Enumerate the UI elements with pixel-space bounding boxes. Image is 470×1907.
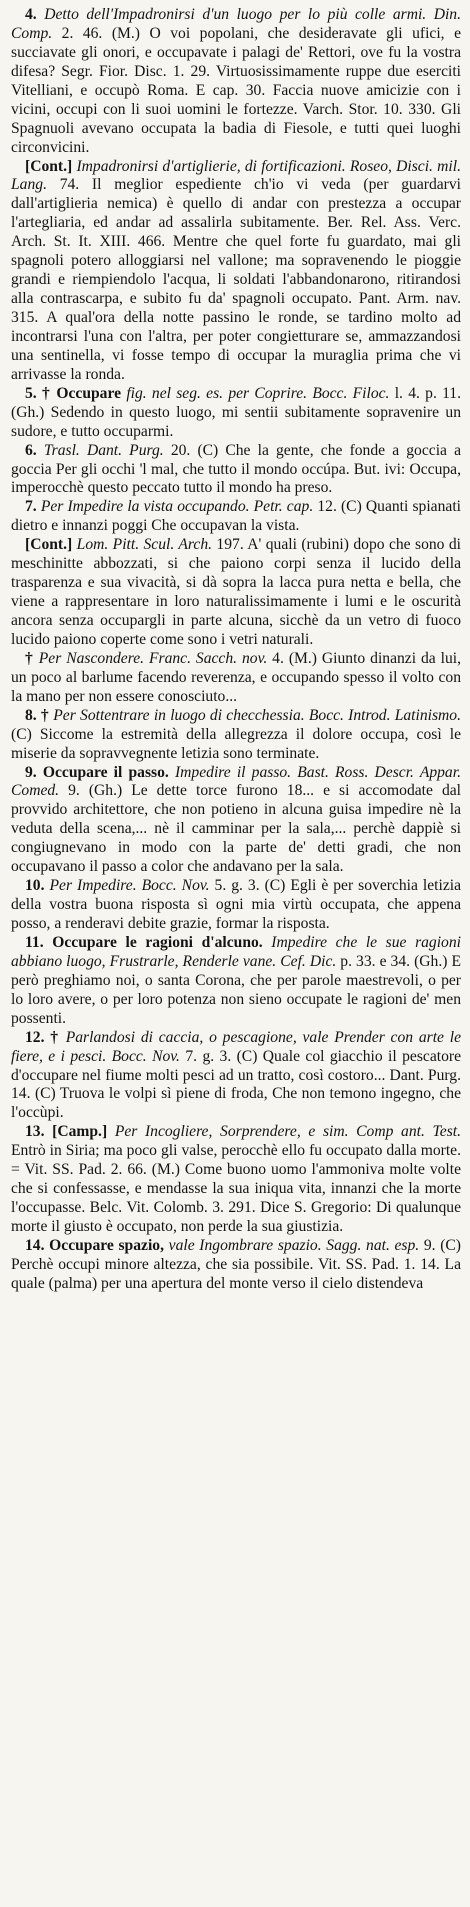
entry-definition: Per Nascondere. Franc. Sacch. nov.: [38, 649, 268, 667]
entry-definition: Per Incogliere, Sorprendere, e sim. Comp ant. Test.: [114, 1123, 461, 1141]
dictionary-entry: [11, 650, 461, 707]
entry-definition: Per Sottentrare in luogo di checchessia. Bocc. Introd. Latinismo.: [53, 706, 461, 724]
entry-citation: 197. A' quali (rubini) dopo che sono di meschinitte abbozzati, si che paiono corpi senza il lucido della trasparenza e sua vivacità, si dà sopra la lacca pura netta e bella, che viene a rappresentare in loro naturalissimamente i lumi e le oscurità ancora senza occupargli in parte alcuna, sicchè da un vetro di fuoco lucido paiono coperte come sono i vetri naturali.: [11, 536, 462, 648]
entry-number: 4.: [25, 6, 37, 23]
entry-number: 12. †: [25, 1028, 60, 1046]
dictionary-entry: [11, 1237, 461, 1294]
entry-number: 5. † Occupare: [25, 384, 122, 402]
entry-definition: Impadronirsi d'artiglierie, di fortificazioni. Roseo, Disci. mil. Lang.: [11, 157, 461, 194]
entry-definition: fig. nel seg. es. per Coprire. Bocc. Filoc.: [126, 384, 390, 402]
entry-citation: l. 4. p. 11. (Gh.) Sedendo in questo luogo, mi sentii subitamente sopravenire un sudore, e tutto occuparmi.: [11, 384, 462, 440]
dictionary-entry: [11, 158, 461, 385]
entry-column: [11, 6, 461, 1294]
entry-number: [Cont.]: [25, 157, 73, 175]
entry-citation: (C) Siccome la estremità della allegrezza il dolore occupa, così le miserie da sopravvegnente letizia sono terminate.: [11, 725, 461, 762]
dictionary-entry: [11, 1029, 461, 1124]
entry-definition: Per Impedire la vista occupando. Petr. cap.: [40, 498, 314, 516]
entry-citation: 5. g. 3. (C) Egli è per soverchia letizia della vostra buona risposta sì ogni mia virtù occupata, che appena posso, a renderavi debite grazie, formar la risposta.: [11, 877, 461, 932]
entry-definition: Impedire il passo. Bast. Ross. Descr. Appar. Comed.: [11, 763, 461, 800]
entry-citation: 2. 46. (M.) O voi popolani, che desideravate gli ufici, e succiavate gli onori, e occupavate i palagi de' Rettori, ove fu la vostra difesa? Segr. Fior. Disc. 1. 29. Virtuosissimamente ruppe due eserciti Vitelliani, e occupò Roma. E cap. 30. Faccia nuove amicizie con i vicini, occupi con li suoi uomini le fortezze. Varch. Stor. 10. 330. Gli Spagnuoli avevano occupata la badia di Fiesole, e tutti quei luoghi circonvicini.: [11, 24, 461, 156]
entry-definition: Per Impedire. Bocc. Nov.: [49, 877, 210, 895]
entry-number: 6.: [25, 441, 37, 459]
entry-definition: Impedire che le sue ragioni abbiano luogo, Frustrarle, Renderle vane. Cef. Dic.: [11, 933, 461, 970]
entry-number: 11. Occupare le ragioni d'alcuno.: [25, 933, 263, 951]
entry-number: 14. Occupare spazio,: [25, 1236, 164, 1254]
entry-number: 10.: [25, 877, 45, 895]
entry-number: 8. †: [25, 706, 50, 724]
entry-citation: Entrò in Siria; ma poco gli valse, perocchè ello fu occupato dalla morte. = Vit. SS. Pad. 2. 66. (M.) Come buono uomo l'ammoniva molte volte che si confessasse, e mendasse la sua iniqua vita, innanzi che la morte l'occupasse. Belc. Vit. Colomb. 3. 291. Dice S. Gregorio: Di qualunque morte il giusto è occupato, non perde la sua giustizia.: [11, 1142, 461, 1235]
entry-number: [Cont.]: [25, 536, 73, 554]
dictionary-entry: [11, 6, 461, 158]
entry-definition: vale Ingombrare spazio. Sagg. nat. esp.: [168, 1236, 420, 1254]
entry-citation: 7. g. 3. (C) Quale col giacchio il pescatore d'occupare nel fiume molti pesci ad un tratto, così costoro... Dant. Purg. 14. (C) Truova le volpi sì piene di froda, Che non temono ingegno, che l'occùpi.: [11, 1047, 461, 1122]
dictionary-entry: [11, 707, 461, 764]
dictionary-entry: [11, 385, 461, 442]
entry-citation: 9. (C) Perchè occupi minore altezza, che sia possibile. Vit. SS. Pad. 1. 14. La quale (palma) per una apertura del monte verso il cielo distendeva: [11, 1236, 462, 1292]
entry-number: 7.: [25, 498, 37, 516]
entry-citation: p. 33. e 34. (Gh.) E però preghiamo noi, o santa Corona, che per parole maestrevoli, o per lo loro avere, o per loro potenza non sieno occupate le ragioni de' men possenti.: [11, 952, 461, 1027]
entry-definition: Trasl. Dant. Purg.: [43, 441, 164, 459]
entry-citation: 74. Il meglior espediente ch'io vi veda (per guardarvi dall'artiglieria nemica) è quello di andar con prestezza a occupar l'artegliaria, ed andar ad assalirla subitamente. Ber. Rel. Ass. Verc. Arch. St. It. XIII. 466. Mentre che quel forte fu guardato, mai gli spagnoli potero alloggiarsi nel vallone; ma sopravenendo le pioggie grandi e riempiendolo l'acqua, li soldati l'abbandonarono, ritirandosi alla contrascarpa, e subito fu da' spagnoli occupato. Pant. Arm. nav. 315. A qual'ora della notte passino le ronde, se tardino molto ad incontrarsi l'una con l'altra, per poter congietturare se, ammazzandosi una sentinella, vi fosse tempo di occupar la muraglia prima che vi arrivasse la ronda.: [11, 176, 461, 383]
dictionary-entry: [11, 498, 461, 536]
entry-citation: 9. (Gh.) Le dette torce furono 18... e si accomodate dal provvido architettore, che non potieno in alcuna guisa impedire nè la veduta della scena,... nè il camminar per la sala,... perchè dappiè si congiugnevano in modo con la parte de' detti gradi, che non occupavano il passo a color che andavano per la sala.: [11, 782, 461, 876]
dictionary-entry: [11, 1123, 461, 1237]
dictionary-entry: [11, 764, 461, 878]
entry-citation: 20. (C) Che la gente, che fonde a goccia a goccia Per gli occhi 'l mal, che tutto il mondo occúpa. But. ivi: Occupa, imperocchè questo peccato tutto il mondo ha preso.: [11, 441, 461, 497]
dictionary-entry: [11, 934, 461, 1029]
dictionary-entry: [11, 442, 461, 499]
entry-number: 13. [Camp.]: [25, 1123, 108, 1141]
dictionary-entry: [11, 536, 461, 650]
entry-number: †: [25, 649, 34, 667]
entry-definition: Lom. Pitt. Scul. Arch.: [76, 536, 213, 554]
dictionary-entry: [11, 877, 461, 934]
entry-definition: Detto dell'Impadronirsi d'un luogo per lo più colle armi. Din. Comp.: [11, 6, 461, 42]
entry-definition: Parlandosi di caccia, o pescagione, vale Prender con arte le fiere, e i pesci. Bocc. Nov.: [11, 1028, 461, 1065]
entry-citation: 12. (C) Quanti spianati dietro e innanzi poggi Che occupavan la vista.: [11, 498, 461, 535]
entry-number: 9. Occupare il passo.: [25, 763, 169, 781]
entry-citation: 4. (M.) Giunto dinanzi da lui, un poco al barlume facendo reverenza, e occupando spesso il volto con la mano per non essere conosciuto...: [11, 649, 462, 705]
